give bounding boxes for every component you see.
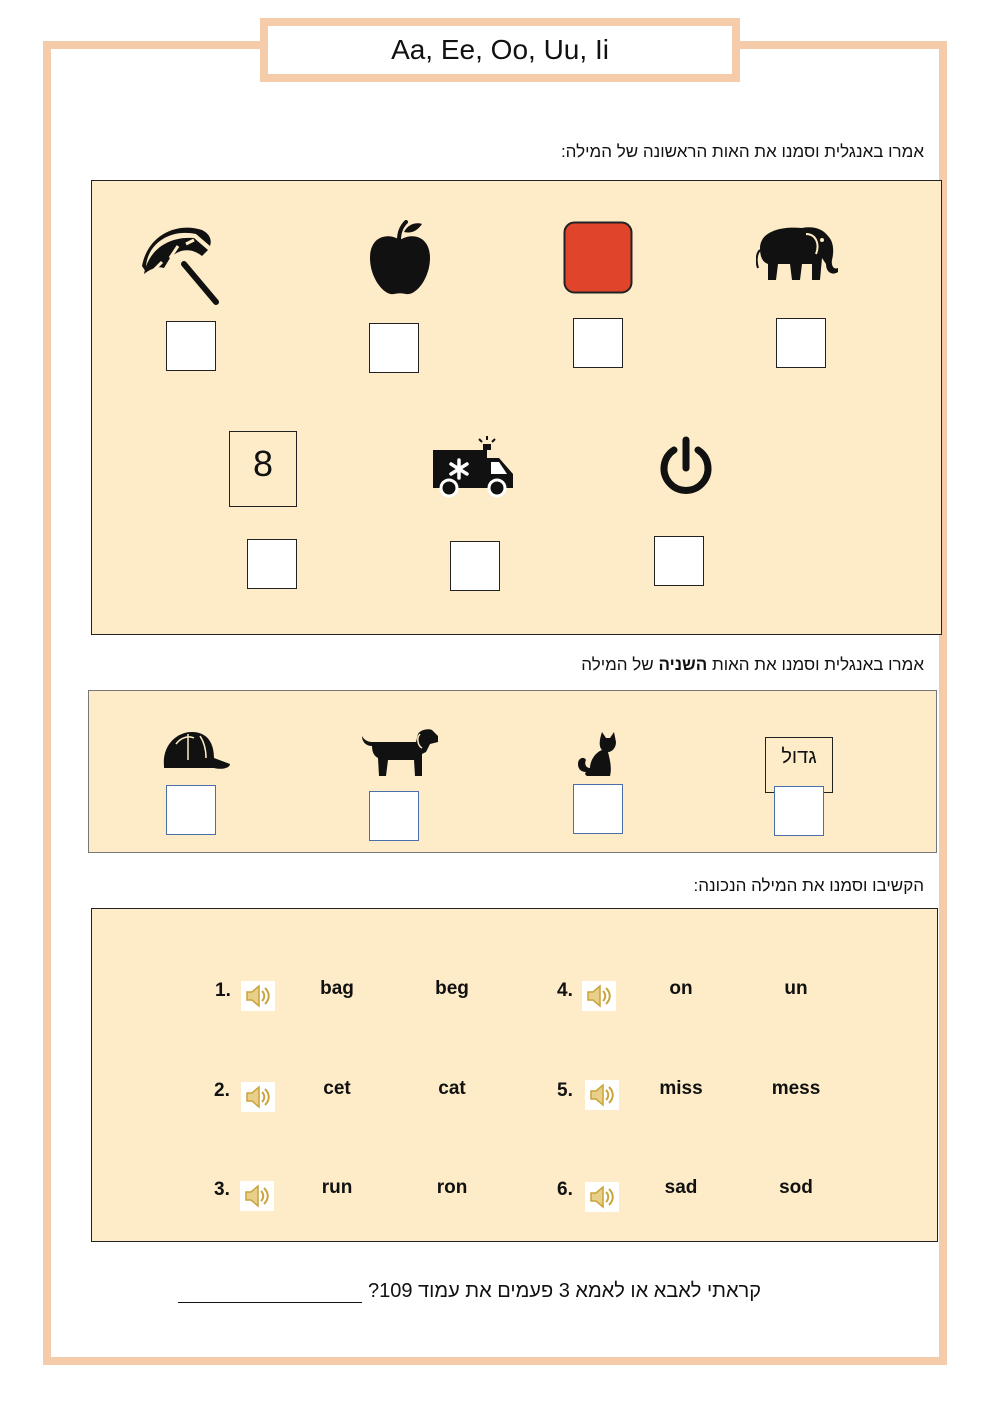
ambulance-icon [431, 436, 515, 498]
speaker-icon[interactable] [241, 1082, 275, 1112]
checkbox-cat[interactable] [573, 784, 623, 834]
speaker-icon[interactable] [582, 981, 616, 1011]
item-number: 5. [557, 1080, 573, 1101]
word-option[interactable]: mess [771, 1078, 821, 1099]
apple-icon [368, 220, 432, 296]
item-number: 3. [214, 1179, 230, 1200]
page-title: Aa, Ee, Oo, Uu, Ii [260, 18, 740, 82]
power-icon [656, 436, 716, 498]
instruction-listen: הקשיבו וסמנו את המילה הנכונה: [693, 876, 924, 895]
item-number: 1. [215, 980, 231, 1001]
checkbox-cap[interactable] [166, 785, 216, 835]
speaker-icon[interactable] [585, 1080, 619, 1110]
reading-confirmation [178, 1280, 761, 1303]
word-option[interactable]: run [321, 1177, 353, 1198]
checkbox-dog[interactable] [369, 791, 419, 841]
checkbox-eight[interactable] [247, 539, 297, 589]
checkbox-umbrella[interactable] [166, 321, 216, 371]
word-option[interactable]: cat [438, 1078, 466, 1099]
word-option[interactable]: cet [323, 1078, 351, 1099]
word-option[interactable]: ron [436, 1177, 468, 1198]
speaker-icon[interactable] [585, 1182, 619, 1212]
number-card: 8 [229, 431, 297, 507]
reading-question: קראתי לאבא או לאמא 3 פעמים את עמוד 109? [368, 1280, 761, 1302]
checkbox-ambulance[interactable] [450, 541, 500, 591]
item-number: 2. [214, 1080, 230, 1101]
speaker-icon[interactable] [241, 981, 275, 1011]
instruction-second-bold: השניה [658, 655, 708, 674]
instruction-second-post: של המילה [581, 655, 659, 674]
cap-icon [162, 730, 232, 770]
word-option[interactable]: sod [779, 1177, 813, 1198]
red-square-icon [563, 221, 633, 294]
dog-icon [360, 728, 440, 778]
speaker-icon[interactable] [240, 1181, 274, 1211]
instruction-first-letter: אמרו באנגלית וסמנו את האות הראשונה של המילה: [560, 142, 924, 161]
checkbox-big[interactable] [774, 786, 824, 836]
item-number: 4. [557, 980, 573, 1001]
item-number: 6. [557, 1179, 573, 1200]
word-card: גדול [765, 737, 833, 793]
checkbox-power[interactable] [654, 536, 704, 586]
word-option[interactable]: beg [435, 978, 469, 999]
checkbox-elephant[interactable] [776, 318, 826, 368]
checkbox-red[interactable] [573, 318, 623, 368]
instruction-second-letter [581, 655, 924, 675]
word-option[interactable]: bag [320, 978, 354, 999]
elephant-icon [756, 224, 840, 282]
signature-line[interactable] [178, 1282, 362, 1303]
word-option[interactable]: un [784, 978, 808, 999]
word-option[interactable]: miss [659, 1078, 703, 1099]
word-option[interactable]: on [669, 978, 693, 999]
word-option[interactable]: sad [664, 1177, 698, 1198]
umbrella-icon [140, 226, 222, 306]
instruction-second-pre: אמרו באנגלית וסמנו את האות [707, 655, 924, 674]
checkbox-apple[interactable] [369, 323, 419, 373]
cat-icon [576, 730, 618, 778]
